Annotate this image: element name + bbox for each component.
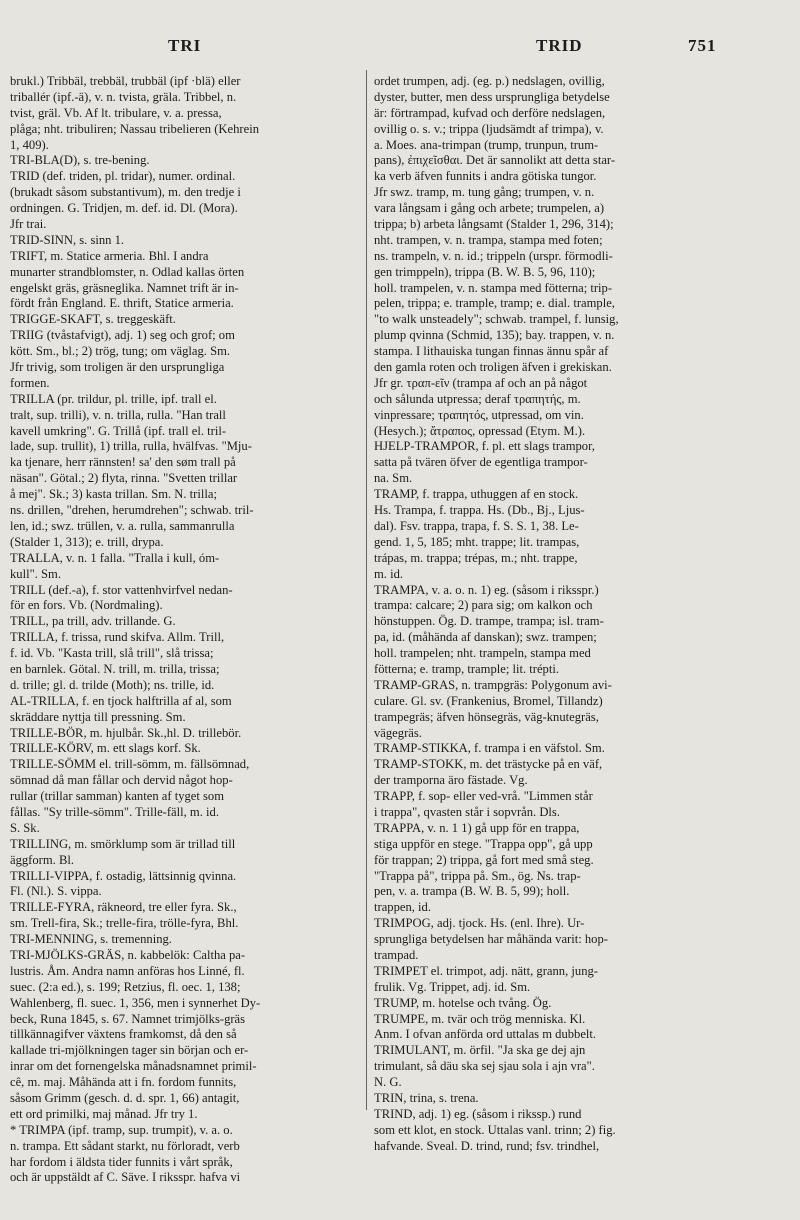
text-line: trampad. xyxy=(374,947,419,962)
text-line: TRAMP-GRAS, n. trampgräs: Polygonum avi- xyxy=(374,677,612,692)
text-line: vägegräs. xyxy=(374,725,422,740)
text-line: TRI-MENNING, s. tremenning. xyxy=(10,932,172,947)
text-line: ka tjenare, herr rännsten! sa' den søm trall på xyxy=(10,455,236,470)
text-line: TRI-BLA(D), s. tre-bening. xyxy=(10,153,150,168)
text-line: kavell umkring". G. Trillå (ipf. trall el. tril- xyxy=(10,423,227,438)
text-line: TRILLING, m. smörklump som är trillad till xyxy=(10,836,236,851)
text-line: stampa. I lithauiska tungan finnas ännu spår af xyxy=(374,344,609,359)
text-line: trappen, id. xyxy=(374,900,432,915)
text-line: kallade tri-mjölkningen tager sin början och er- xyxy=(10,1043,249,1058)
text-line: TRID-SINN, s. sinn 1. xyxy=(10,232,125,247)
text-line: TRILLE-BÖR, m. hjulbår. Sk.,hl. D. trillebör. xyxy=(10,725,242,740)
text-line: TRAPPA, v. n. 1 1) gå upp för en trappa, xyxy=(374,820,580,835)
text-line: nht. trampen, v. n. trampa, stampa med foten; xyxy=(374,232,603,247)
text-line: äggform. Bl. xyxy=(10,852,75,867)
text-line: TRILLE-SÖMM el. trill-sömm, m. fällsömnad, xyxy=(10,757,250,772)
text-line: AL-TRILLA, f. en tjock halftrilla af al, som xyxy=(10,693,232,708)
text-line: ett ord primilki, maj månad. Jfr try 1. xyxy=(10,1106,198,1121)
text-line: len, id.; swz. trüllen, v. a. rulla, sammanrulla xyxy=(10,518,235,533)
text-line: ordet trumpen, adj. (eg. p.) nedslagen, ovillig, xyxy=(374,74,605,88)
text-line: TRIND, adj. 1) eg. (såsom i rikssp.) rund xyxy=(374,1106,582,1121)
text-line: inrar om det fornengelska månadsnamnet primil- xyxy=(10,1059,257,1074)
text-line: tralt, sup. trilli), v. n. trilla, rulla. "Han trall xyxy=(10,407,226,422)
text-line: Anm. I ofvan anförda ord uttalas m dubbelt. xyxy=(374,1027,597,1042)
text-line: TRILLI-VIPPA, f. ostadig, lättsinnig qvinna. xyxy=(10,868,237,883)
text-line: holl. trampelen, v. n. stampa med fötterna; trip- xyxy=(374,280,613,295)
text-line: sm. Trell-fira, Sk.; trelle-fira, trölle-fyra, Bhl. xyxy=(10,916,239,931)
text-line: Fl. (Nl.). S. vippa. xyxy=(10,884,102,899)
text-line: fållas. "Sy trille-sömm". Trille-fäll, m. id. xyxy=(10,804,219,819)
text-line: Jfr trai. xyxy=(10,217,47,232)
text-line: S. Sk. xyxy=(10,820,40,835)
text-line: såsom Grimm (gesch. d. d. spr. 1, 66) antagit, xyxy=(10,1091,240,1105)
text-line: TRIGGE-SKAFT, s. treggeskäft. xyxy=(10,312,176,327)
text-line: d. trille; gl. d. trilde (Moth); ns. trille, id. xyxy=(10,677,215,692)
text-line: trápas, m. trappa; trépas, m.; nht. trappe, xyxy=(374,550,578,565)
text-line: och sålunda utpressa; deraf τραπητής, m. xyxy=(374,391,581,406)
text-line: Jfr trivig, som troligen är den ursprungliga xyxy=(10,360,225,375)
text-line: "Trappa på", trippa på. Sm., ög. Ns. trap- xyxy=(374,868,581,883)
text-line: der tramporna äro fästade. Vg. xyxy=(374,773,528,788)
text-line: Hs. Trampa, f. trappa. Hs. (Db., Bj., Ljus- xyxy=(374,503,585,518)
text-line: ns. trampeln, v. n. id.; trippeln (urspr. förmodli- xyxy=(374,248,613,263)
text-line: som ett klot, en stock. Uttalas vanl. trinn; 2) fig. xyxy=(374,1122,616,1137)
text-line: i trappa", qvasten står i sopvrån. Dls. xyxy=(374,804,560,819)
text-line: trampa: calcare; 2) para sig; om kalkon och xyxy=(374,598,593,613)
text-line: näsan". Götal.; 2) flyta, rinna. "Svetten trillar xyxy=(10,471,238,486)
text-line: TRALLA, v. n. 1 falla. "Tralla i kull, óm- xyxy=(10,550,220,565)
text-line: TRIMULANT, m. örfil. "Ja ska ge dej ajn xyxy=(374,1043,586,1058)
text-line: ovillig o. s. v.; trippa (ljudsämdt af trimpa), v. xyxy=(374,121,604,136)
text-line: gen trimppeln), trippa (B. W. B. 5, 96, 110); xyxy=(374,264,596,279)
text-line: fötterna; e. tramp, trample; lit. trépti. xyxy=(374,661,559,676)
text-line: TRUMP, m. hotelse och tvång. Ög. xyxy=(374,995,552,1010)
right-column xyxy=(374,74,774,1155)
text-line: suec. (2:a ed.), s. 199; Retzius, fl. oec. 1, 138; xyxy=(10,979,241,994)
text-line: (Stalder 1, 313); e. trill, drypa. xyxy=(10,534,164,549)
text-line: plåga; nht. tribuliren; Nassau tribelieren (Kehrein xyxy=(10,121,259,136)
text-line: TRIFT, m. Statice armeria. Bhl. I andra xyxy=(10,248,209,263)
text-line: Jfr swz. tramp, m. tung gång; trumpen, v. n. xyxy=(374,185,595,200)
text-line: TRAMPA, v. a. o. n. 1) eg. (såsom i riksspr.) xyxy=(374,582,599,597)
text-line: HJELP-TRAMPOR, f. pl. ett slags trampor, xyxy=(374,439,595,454)
text-line: stiga uppför en stege. "Trappa opp", gå upp xyxy=(374,836,593,851)
text-line: a. Moes. ana-trimpan (trump, trunpun, trum- xyxy=(374,137,599,152)
text-line: na. Sm. xyxy=(374,471,413,486)
text-line: trimulant, så däu ska sej sjau sola i ajn vra". xyxy=(374,1059,595,1074)
text-line: n. trampa. Ett sådant starkt, nu förloradt, verb xyxy=(10,1138,240,1153)
text-line: dyster, butter, men dess ursprungliga betydelse xyxy=(374,89,610,104)
text-line: sprungliga betydelsen har måhända varit: hop- xyxy=(374,932,608,947)
text-line: beck, Runa 1845, s. 67. Namnet trimjölks-gräs xyxy=(10,1011,246,1026)
text-line: för en fors. Vb. (Nordmaling). xyxy=(10,598,163,613)
text-line: hafvande. Sveal. D. trind, rund; fsv. trindhel, xyxy=(374,1138,600,1153)
text-line: (brukadt såsom substantivum), m. den tredje i xyxy=(10,185,241,200)
text-line: lustris. Åm. Andra namn anföras hos Linné, fl. xyxy=(10,963,245,978)
text-line: TRAMP-STOKK, m. det trästycke på en väf, xyxy=(374,757,603,772)
text-line: trippa; b) arbeta långsamt (Stalder 1, 296, 314); xyxy=(374,217,614,232)
text-line: TRILLE-FYRA, räkneord, tre eller fyra. Sk., xyxy=(10,900,237,915)
text-line: holl. trampelen; nht. trampeln, stampa med xyxy=(374,646,591,661)
text-line: sömnad då man fållar och dervid något hop- xyxy=(10,773,233,788)
text-line: TRIMPET el. trimpot, adj. nätt, grann, jung- xyxy=(374,963,598,978)
text-line: å mej". Sk.; 3) kasta trillan. Sm. N. trilla; xyxy=(10,487,217,502)
text-line: pelen, trippa; e. trample, tramp; e. dial. trample, xyxy=(374,296,615,311)
text-line: 1, 409). xyxy=(10,137,49,152)
text-line: Jfr gr. τραπ-εῖν (trampa af och an på något xyxy=(374,375,588,390)
text-line: ka verb äfven funnits i andra götiska tungor. xyxy=(374,169,597,184)
running-head-right: TRID xyxy=(536,36,583,55)
text-line: Wahlenberg, fl. suec. 1, 356, men i synnerhet Dy- xyxy=(10,995,261,1010)
text-line: dal). Fsv. trappa, trapa, f. S. S. 1, 38. Le- xyxy=(374,518,579,533)
text-line: N. G. xyxy=(374,1075,402,1090)
text-line: TRILLA (pr. trildur, pl. trille, ipf. trall el. xyxy=(10,391,217,406)
text-line: TRILL, pa trill, adv. trillande. G. xyxy=(10,614,176,629)
text-line: TRILLE-KÖRV, m. ett slags korf. Sk. xyxy=(10,741,201,756)
text-line: för trappan; 2) trippa, gå fort med små steg. xyxy=(374,852,594,867)
text-line: lade, sup. trullit), 1) trilla, rulla, hvälfvas. "Mju- xyxy=(10,439,252,454)
text-line: gend. 1, 5, 185; mht. trappe; lit. trampas, xyxy=(374,534,580,549)
text-line: TRAMP-STIKKA, f. trampa i en väfstol. Sm. xyxy=(374,741,605,756)
text-line: pans), ἐπιχεῖσθαι. Det är sannolikt att detta star- xyxy=(374,153,616,168)
text-line: satta på tvären öfver de egentliga trampor- xyxy=(374,455,588,470)
text-line: f. id. Vb. "Kasta trill, slå trill", slå trissa; xyxy=(10,646,214,661)
text-line: engelskt gräs, gräsneglika. Namnet trift är in- xyxy=(10,280,239,295)
text-line: hönstuppen. Ög. D. trampe, trampa; isl. tram- xyxy=(374,614,604,629)
running-head-left: TRI xyxy=(168,36,202,55)
text-line: vara långsam i gång och arbete; trumpelen, a) xyxy=(374,201,605,216)
text-line: * TRIMPA (ipf. tramp, sup. trumpit), v. a. o. xyxy=(10,1122,233,1137)
text-line: (Hesych.); ἄτραπος, opressad (Etym. M.). xyxy=(374,423,586,438)
text-line: formen. xyxy=(10,375,50,390)
text-line: skräddare nyttja till pressning. Sm. xyxy=(10,709,186,724)
text-line: TRID (def. triden, pl. tridar), numer. ordinal. xyxy=(10,169,236,184)
text-line: den gamla roten och troligen äfven i grekiskan. xyxy=(374,360,612,375)
text-line: triballér (ipf.-ä), v. n. tvista, gräla. Tribbel, n. xyxy=(10,89,237,104)
text-line: culare. Gl. sv. (Frankenius, Bromel, Tillandz) xyxy=(374,693,603,708)
text-line: TRILLA, f. trissa, rund skifva. Allm. Trill, xyxy=(10,630,225,645)
text-line: TRAMP, f. trappa, uthuggen af en stock. xyxy=(374,487,579,502)
text-line: rullar (trillar samman) kanten af tyget som xyxy=(10,789,225,804)
text-line: fördt från England. E. thrift, Statice armeria. xyxy=(10,296,234,311)
text-line: munarter strandblomster, n. Odlad kallas örten xyxy=(10,264,245,279)
column-divider xyxy=(366,70,367,1110)
text-line: TRILL (def.-a), f. stor vattenhvirfvel nedan- xyxy=(10,582,233,597)
text-line: TRIMPOG, adj. tjock. Hs. (enl. Ihre). Ur- xyxy=(374,916,585,931)
text-line: cê, m. maj. Måhända att i fn. fordom funnits, xyxy=(10,1075,237,1090)
text-line: plump qvinna (Schmid, 135); bay. trappen, v. n. xyxy=(374,328,615,343)
text-line: "to walk unsteadely"; schwab. trampel, f. lunsig, xyxy=(374,312,619,327)
text-line: ordningen. G. Tridjen, m. def. id. Dl. (Mora). xyxy=(10,201,238,216)
text-line: TRUMPE, m. tvär och trög menniska. Kl. xyxy=(374,1011,586,1026)
text-line: kull". Sm. xyxy=(10,566,61,581)
text-line: brukl.) Tribbäl, trebbäl, trubbäl (ipf ·blä) eller xyxy=(10,74,241,88)
text-line: tillkännagifver växtens framkomst, då den så xyxy=(10,1027,237,1042)
left-column xyxy=(10,74,366,1186)
text-line: kött. Sm., bl.; 2) trög, tung; om väglag. Sm. xyxy=(10,344,231,359)
text-line: ns. drillen, "drehen, herumdrehen"; schwab. tril- xyxy=(10,503,254,518)
text-line: m. id. xyxy=(374,566,404,581)
text-line: pa, id. (måhända af danskan); swz. trampen; xyxy=(374,630,597,645)
text-line: en barnlek. Götal. N. trill, m. trilla, trissa; xyxy=(10,661,220,676)
text-line: trampegräs; äfven hönsegräs, väg-knutegräs, xyxy=(374,709,599,724)
text-line: TRAPP, f. sop- eller ved-vrå. "Limmen står xyxy=(374,789,593,804)
text-line: frulik. Vg. Trippet, adj. id. Sm. xyxy=(374,979,531,994)
text-line: TRIIG (tvåstafvigt), adj. 1) seg och grof; om xyxy=(10,328,235,343)
text-line: pen, v. a. trampa (B. W. B. 5, 99); holl. xyxy=(374,884,570,899)
page-number: 751 xyxy=(688,36,717,55)
text-line: tvist, gräl. Vb. Af lt. tribulare, v. a. pressa, xyxy=(10,105,222,120)
text-line: är: förtrampad, kufvad och derföre nedslagen, xyxy=(374,105,606,120)
text-line: TRIN, trina, s. trena. xyxy=(374,1091,479,1105)
text-line: och är uppstäldt af C. Säve. I riksspr. hafva vi xyxy=(10,1170,241,1185)
text-line: har fordom i äldsta tider funnits i vårt språk, xyxy=(10,1154,233,1169)
text-line: vinpressare; τραπητός, utpressad, om vin. xyxy=(374,407,584,422)
text-line: TRI-MJÖLKS-GRÄS, n. kabbelök: Caltha pa- xyxy=(10,947,246,962)
